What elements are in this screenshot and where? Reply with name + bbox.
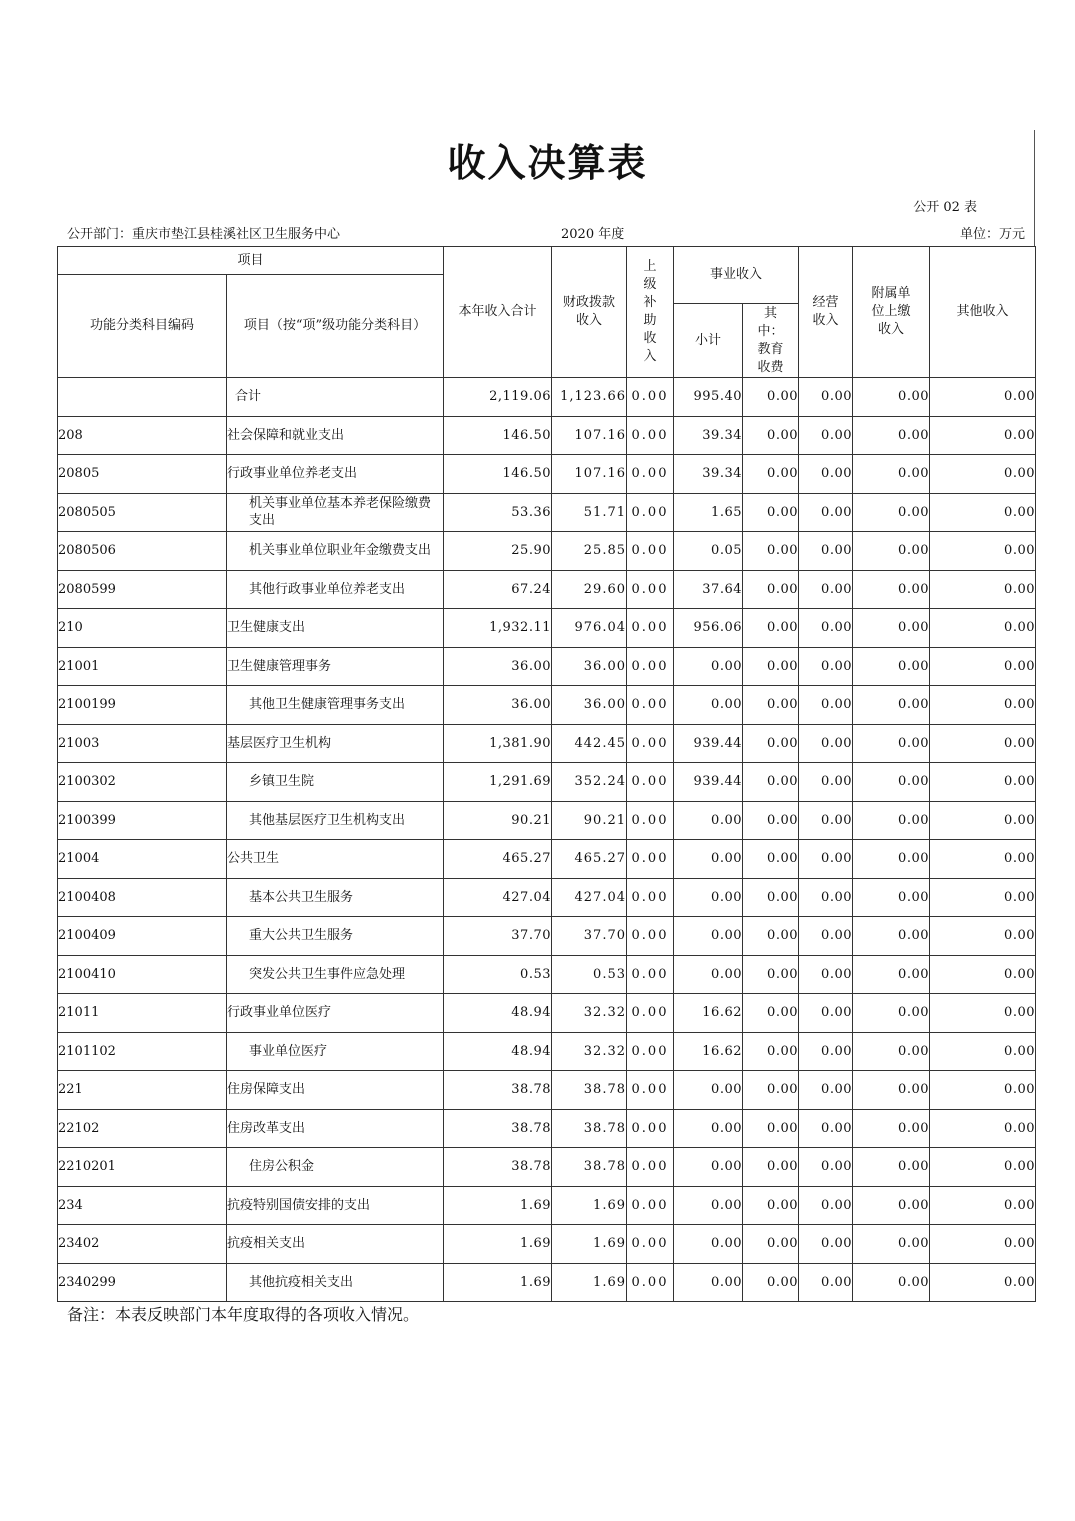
row-education: 0.00 xyxy=(743,416,799,455)
row-fiscal: 38.78 xyxy=(552,1148,627,1187)
row-affiliated: 0.00 xyxy=(853,1148,930,1187)
row-total: 38.78 xyxy=(444,1148,552,1187)
row-total: 1,932.11 xyxy=(444,609,552,648)
row-other: 0.00 xyxy=(930,1148,1036,1187)
row-operating: 0.00 xyxy=(799,917,853,956)
row-affiliated: 0.00 xyxy=(853,1071,930,1110)
row-subsidy: 0.00 xyxy=(627,840,674,879)
row-education: 0.00 xyxy=(743,455,799,494)
row-fiscal: 25.85 xyxy=(552,532,627,571)
table-row xyxy=(58,609,1036,648)
row-subsidy: 0.00 xyxy=(627,532,674,571)
row-code: 2080506 xyxy=(58,532,227,571)
row-education: 0.00 xyxy=(743,1263,799,1302)
row-affiliated: 0.00 xyxy=(853,724,930,763)
row-subtotal: 37.64 xyxy=(674,570,743,609)
row-fiscal: 465.27 xyxy=(552,840,627,879)
table-row xyxy=(58,532,1036,571)
header-name: 项目（按“项”级功能分类科目） xyxy=(227,275,444,378)
row-subsidy: 0.00 xyxy=(627,455,674,494)
row-fiscal: 976.04 xyxy=(552,609,627,648)
row-affiliated: 0.00 xyxy=(853,1263,930,1302)
row-code: 22102 xyxy=(58,1109,227,1148)
row-education: 0.00 xyxy=(743,609,799,648)
row-code: 2100199 xyxy=(58,686,227,725)
row-code xyxy=(58,378,227,417)
row-other: 0.00 xyxy=(930,955,1036,994)
row-operating: 0.00 xyxy=(799,1148,853,1187)
row-operating: 0.00 xyxy=(799,647,853,686)
row-other: 0.00 xyxy=(930,1071,1036,1110)
row-code: 2100408 xyxy=(58,878,227,917)
form-code: 公开 02 表 xyxy=(913,200,977,215)
row-education: 0.00 xyxy=(743,994,799,1033)
row-total: 146.50 xyxy=(444,416,552,455)
row-operating: 0.00 xyxy=(799,378,853,417)
row-other: 0.00 xyxy=(930,1263,1036,1302)
row-fiscal: 38.78 xyxy=(552,1109,627,1148)
row-other: 0.00 xyxy=(930,493,1036,532)
row-total: 38.78 xyxy=(444,1071,552,1110)
row-other: 0.00 xyxy=(930,1186,1036,1225)
row-name: 公共卫生 xyxy=(227,840,444,879)
row-name: 机关事业单位基本养老保险缴费支出 xyxy=(227,493,444,532)
row-code: 20805 xyxy=(58,455,227,494)
table-row xyxy=(58,1186,1036,1225)
table-row xyxy=(58,763,1036,802)
row-subsidy: 0.00 xyxy=(627,1071,674,1110)
row-total: 146.50 xyxy=(444,455,552,494)
row-subtotal: 0.00 xyxy=(674,1071,743,1110)
table-row xyxy=(58,917,1036,956)
row-fiscal: 1.69 xyxy=(552,1263,627,1302)
table-row xyxy=(58,1109,1036,1148)
row-other: 0.00 xyxy=(930,994,1036,1033)
row-operating: 0.00 xyxy=(799,686,853,725)
row-name: 其他卫生健康管理事务支出 xyxy=(227,686,444,725)
header-subsidy: 上级补助收入 xyxy=(627,247,674,378)
row-name: 重大公共卫生服务 xyxy=(227,917,444,956)
row-education: 0.00 xyxy=(743,1225,799,1264)
row-code: 2100302 xyxy=(58,763,227,802)
row-subtotal: 0.00 xyxy=(674,647,743,686)
row-education: 0.00 xyxy=(743,1032,799,1071)
row-subsidy: 0.00 xyxy=(627,917,674,956)
row-total: 53.36 xyxy=(444,493,552,532)
header-operating: 经营收入 xyxy=(799,247,853,378)
row-code: 21003 xyxy=(58,724,227,763)
row-name: 住房保障支出 xyxy=(227,1071,444,1110)
row-operating: 0.00 xyxy=(799,1071,853,1110)
row-subtotal: 0.00 xyxy=(674,840,743,879)
row-subsidy: 0.00 xyxy=(627,1263,674,1302)
row-subtotal: 0.00 xyxy=(674,686,743,725)
row-total: 1,381.90 xyxy=(444,724,552,763)
table-row xyxy=(58,994,1036,1033)
row-operating: 0.00 xyxy=(799,609,853,648)
table-row xyxy=(58,955,1036,994)
row-name: 社会保障和就业支出 xyxy=(227,416,444,455)
row-subsidy: 0.00 xyxy=(627,801,674,840)
row-name: 基层医疗卫生机构 xyxy=(227,724,444,763)
unit-label: 单位：万元 xyxy=(959,227,1025,242)
row-operating: 0.00 xyxy=(799,532,853,571)
row-code: 234 xyxy=(58,1186,227,1225)
row-subsidy: 0.00 xyxy=(627,763,674,802)
row-affiliated: 0.00 xyxy=(853,455,930,494)
row-other: 0.00 xyxy=(930,801,1036,840)
header-affiliated: 附属单位上缴收入 xyxy=(853,247,930,378)
row-affiliated: 0.00 xyxy=(853,1109,930,1148)
row-fiscal: 36.00 xyxy=(552,647,627,686)
row-subtotal: 39.34 xyxy=(674,455,743,494)
row-other: 0.00 xyxy=(930,1225,1036,1264)
row-code: 2101102 xyxy=(58,1032,227,1071)
row-operating: 0.00 xyxy=(799,763,853,802)
row-subsidy: 0.00 xyxy=(627,1109,674,1148)
row-name: 突发公共卫生事件应急处理 xyxy=(227,955,444,994)
row-education: 0.00 xyxy=(743,570,799,609)
row-subtotal: 939.44 xyxy=(674,724,743,763)
row-total: 36.00 xyxy=(444,647,552,686)
row-affiliated: 0.00 xyxy=(853,917,930,956)
row-subtotal: 16.62 xyxy=(674,994,743,1033)
row-code: 2080505 xyxy=(58,493,227,532)
row-subsidy: 0.00 xyxy=(627,493,674,532)
row-total: 38.78 xyxy=(444,1109,552,1148)
table-row xyxy=(58,493,1036,532)
row-code: 208 xyxy=(58,416,227,455)
row-name: 行政事业单位医疗 xyxy=(227,994,444,1033)
row-code: 21004 xyxy=(58,840,227,879)
table-row xyxy=(58,1263,1036,1302)
row-name: 合计 xyxy=(227,378,444,417)
row-code: 221 xyxy=(58,1071,227,1110)
row-fiscal: 1.69 xyxy=(552,1186,627,1225)
row-other: 0.00 xyxy=(930,840,1036,879)
row-affiliated: 0.00 xyxy=(853,532,930,571)
row-affiliated: 0.00 xyxy=(853,994,930,1033)
header-fiscal: 财政拨款收入 xyxy=(552,247,627,378)
row-other: 0.00 xyxy=(930,1109,1036,1148)
row-operating: 0.00 xyxy=(799,801,853,840)
header-other: 其他收入 xyxy=(930,247,1036,378)
row-subtotal: 995.40 xyxy=(674,378,743,417)
department-label: 公开部门：重庆市垫江县桂溪社区卫生服务中心 xyxy=(67,227,341,242)
row-operating: 0.00 xyxy=(799,1263,853,1302)
row-other: 0.00 xyxy=(930,532,1036,571)
row-code: 21011 xyxy=(58,994,227,1033)
year-label: 2020 年度 xyxy=(561,227,625,242)
row-code: 2100409 xyxy=(58,917,227,956)
row-fiscal: 32.32 xyxy=(552,994,627,1033)
row-subtotal: 0.00 xyxy=(674,917,743,956)
header-code: 功能分类科目编码 xyxy=(58,275,227,378)
row-name: 其他基层医疗卫生机构支出 xyxy=(227,801,444,840)
income-table xyxy=(57,246,1036,1302)
footnote: 备注：本表反映部门本年度取得的各项收入情况。 xyxy=(67,1305,420,1324)
row-total: 25.90 xyxy=(444,532,552,571)
row-affiliated: 0.00 xyxy=(853,1032,930,1071)
row-subtotal: 939.44 xyxy=(674,763,743,802)
row-subtotal: 0.00 xyxy=(674,878,743,917)
row-total: 67.24 xyxy=(444,570,552,609)
row-name: 机关事业单位职业年金缴费支出 xyxy=(227,532,444,571)
row-education: 0.00 xyxy=(743,763,799,802)
row-fiscal: 51.71 xyxy=(552,493,627,532)
row-subtotal: 16.62 xyxy=(674,1032,743,1071)
table-row xyxy=(58,878,1036,917)
row-education: 0.00 xyxy=(743,1148,799,1187)
row-fiscal: 29.60 xyxy=(552,570,627,609)
row-subsidy: 0.00 xyxy=(627,647,674,686)
row-operating: 0.00 xyxy=(799,955,853,994)
row-operating: 0.00 xyxy=(799,840,853,879)
row-affiliated: 0.00 xyxy=(853,763,930,802)
table-row xyxy=(58,570,1036,609)
row-total: 1.69 xyxy=(444,1263,552,1302)
row-subsidy: 0.00 xyxy=(627,609,674,648)
table-row xyxy=(58,647,1036,686)
row-other: 0.00 xyxy=(930,570,1036,609)
table-row xyxy=(58,378,1036,417)
row-affiliated: 0.00 xyxy=(853,378,930,417)
row-affiliated: 0.00 xyxy=(853,1186,930,1225)
row-code: 2100399 xyxy=(58,801,227,840)
header-project: 项目 xyxy=(58,247,444,275)
row-total: 427.04 xyxy=(444,878,552,917)
row-education: 0.00 xyxy=(743,1071,799,1110)
row-code: 2080599 xyxy=(58,570,227,609)
row-name: 住房改革支出 xyxy=(227,1109,444,1148)
row-education: 0.00 xyxy=(743,724,799,763)
row-operating: 0.00 xyxy=(799,455,853,494)
row-operating: 0.00 xyxy=(799,493,853,532)
row-affiliated: 0.00 xyxy=(853,570,930,609)
row-subsidy: 0.00 xyxy=(627,955,674,994)
row-other: 0.00 xyxy=(930,455,1036,494)
table-row xyxy=(58,416,1036,455)
row-total: 37.70 xyxy=(444,917,552,956)
table-row xyxy=(58,1071,1036,1110)
row-subtotal: 0.00 xyxy=(674,1263,743,1302)
row-subtotal: 0.05 xyxy=(674,532,743,571)
row-subsidy: 0.00 xyxy=(627,378,674,417)
row-fiscal: 38.78 xyxy=(552,1071,627,1110)
row-total: 48.94 xyxy=(444,1032,552,1071)
row-education: 0.00 xyxy=(743,955,799,994)
row-affiliated: 0.00 xyxy=(853,878,930,917)
row-education: 0.00 xyxy=(743,532,799,571)
row-other: 0.00 xyxy=(930,686,1036,725)
table-row xyxy=(58,1225,1036,1264)
table-row xyxy=(58,801,1036,840)
row-code: 2210201 xyxy=(58,1148,227,1187)
row-total: 1.69 xyxy=(444,1186,552,1225)
row-subsidy: 0.00 xyxy=(627,724,674,763)
row-education: 0.00 xyxy=(743,378,799,417)
row-education: 0.00 xyxy=(743,917,799,956)
row-name: 乡镇卫生院 xyxy=(227,763,444,802)
row-total: 2,119.06 xyxy=(444,378,552,417)
row-other: 0.00 xyxy=(930,724,1036,763)
row-operating: 0.00 xyxy=(799,1225,853,1264)
row-affiliated: 0.00 xyxy=(853,416,930,455)
row-fiscal: 427.04 xyxy=(552,878,627,917)
row-other: 0.00 xyxy=(930,378,1036,417)
row-education: 0.00 xyxy=(743,686,799,725)
row-subsidy: 0.00 xyxy=(627,1186,674,1225)
table-row xyxy=(58,1148,1036,1187)
row-subsidy: 0.00 xyxy=(627,1148,674,1187)
row-total: 48.94 xyxy=(444,994,552,1033)
row-name: 抗疫相关支出 xyxy=(227,1225,444,1264)
row-fiscal: 107.16 xyxy=(552,455,627,494)
row-name: 卫生健康支出 xyxy=(227,609,444,648)
row-fiscal: 107.16 xyxy=(552,416,627,455)
row-other: 0.00 xyxy=(930,647,1036,686)
row-fiscal: 90.21 xyxy=(552,801,627,840)
table-row xyxy=(58,1032,1036,1071)
row-fiscal: 1.69 xyxy=(552,1225,627,1264)
row-education: 0.00 xyxy=(743,647,799,686)
row-fiscal: 32.32 xyxy=(552,1032,627,1071)
row-total: 1,291.69 xyxy=(444,763,552,802)
row-subtotal: 0.00 xyxy=(674,955,743,994)
row-name: 住房公积金 xyxy=(227,1148,444,1187)
row-other: 0.00 xyxy=(930,878,1036,917)
table-row xyxy=(58,455,1036,494)
row-subtotal: 0.00 xyxy=(674,1109,743,1148)
row-code: 23402 xyxy=(58,1225,227,1264)
row-operating: 0.00 xyxy=(799,994,853,1033)
row-other: 0.00 xyxy=(930,1032,1036,1071)
row-fiscal: 442.45 xyxy=(552,724,627,763)
row-fiscal: 0.53 xyxy=(552,955,627,994)
table-row xyxy=(58,840,1036,879)
row-name: 事业单位医疗 xyxy=(227,1032,444,1071)
row-affiliated: 0.00 xyxy=(853,801,930,840)
report-meta xyxy=(67,223,1025,241)
row-other: 0.00 xyxy=(930,763,1036,802)
table-body xyxy=(58,378,1036,1302)
row-operating: 0.00 xyxy=(799,1032,853,1071)
row-total: 1.69 xyxy=(444,1225,552,1264)
row-code: 2100410 xyxy=(58,955,227,994)
row-subtotal: 0.00 xyxy=(674,1225,743,1264)
row-affiliated: 0.00 xyxy=(853,955,930,994)
row-subsidy: 0.00 xyxy=(627,878,674,917)
row-fiscal: 36.00 xyxy=(552,686,627,725)
row-education: 0.00 xyxy=(743,878,799,917)
row-affiliated: 0.00 xyxy=(853,647,930,686)
row-operating: 0.00 xyxy=(799,724,853,763)
row-fiscal: 37.70 xyxy=(552,917,627,956)
row-operating: 0.00 xyxy=(799,1109,853,1148)
row-code: 210 xyxy=(58,609,227,648)
row-subsidy: 0.00 xyxy=(627,686,674,725)
row-subsidy: 0.00 xyxy=(627,570,674,609)
row-operating: 0.00 xyxy=(799,416,853,455)
row-education: 0.00 xyxy=(743,1109,799,1148)
row-name: 其他抗疫相关支出 xyxy=(227,1263,444,1302)
row-subtotal: 0.00 xyxy=(674,1148,743,1187)
row-name: 抗疫特别国债安排的支出 xyxy=(227,1186,444,1225)
header-business: 事业收入 xyxy=(674,247,799,304)
row-affiliated: 0.00 xyxy=(853,686,930,725)
row-affiliated: 0.00 xyxy=(853,609,930,648)
header-total: 本年收入合计 xyxy=(444,247,552,378)
row-other: 0.00 xyxy=(930,917,1036,956)
table-row xyxy=(58,724,1036,763)
row-fiscal: 352.24 xyxy=(552,763,627,802)
row-education: 0.00 xyxy=(743,801,799,840)
row-name: 基本公共卫生服务 xyxy=(227,878,444,917)
row-code: 21001 xyxy=(58,647,227,686)
row-subtotal: 0.00 xyxy=(674,1186,743,1225)
row-other: 0.00 xyxy=(930,416,1036,455)
row-code: 2340299 xyxy=(58,1263,227,1302)
row-total: 36.00 xyxy=(444,686,552,725)
row-total: 465.27 xyxy=(444,840,552,879)
header-education: 其中：教育收费 xyxy=(743,304,799,378)
row-name: 其他行政事业单位养老支出 xyxy=(227,570,444,609)
row-affiliated: 0.00 xyxy=(853,1225,930,1264)
row-subsidy: 0.00 xyxy=(627,1032,674,1071)
row-operating: 0.00 xyxy=(799,570,853,609)
row-fiscal: 1,123.66 xyxy=(552,378,627,417)
row-name: 卫生健康管理事务 xyxy=(227,647,444,686)
row-education: 0.00 xyxy=(743,493,799,532)
row-subtotal: 0.00 xyxy=(674,801,743,840)
row-subsidy: 0.00 xyxy=(627,994,674,1033)
table-row xyxy=(58,686,1036,725)
row-name: 行政事业单位养老支出 xyxy=(227,455,444,494)
row-subtotal: 956.06 xyxy=(674,609,743,648)
row-subsidy: 0.00 xyxy=(627,1225,674,1264)
row-total: 0.53 xyxy=(444,955,552,994)
row-affiliated: 0.00 xyxy=(853,840,930,879)
row-operating: 0.00 xyxy=(799,878,853,917)
row-subtotal: 1.65 xyxy=(674,493,743,532)
row-operating: 0.00 xyxy=(799,1186,853,1225)
row-total: 90.21 xyxy=(444,801,552,840)
row-education: 0.00 xyxy=(743,840,799,879)
row-subsidy: 0.00 xyxy=(627,416,674,455)
row-other: 0.00 xyxy=(930,609,1036,648)
header-subtotal: 小计 xyxy=(674,304,743,378)
page-title: 收入决算表 xyxy=(447,140,648,185)
row-subtotal: 39.34 xyxy=(674,416,743,455)
row-education: 0.00 xyxy=(743,1186,799,1225)
row-affiliated: 0.00 xyxy=(853,493,930,532)
